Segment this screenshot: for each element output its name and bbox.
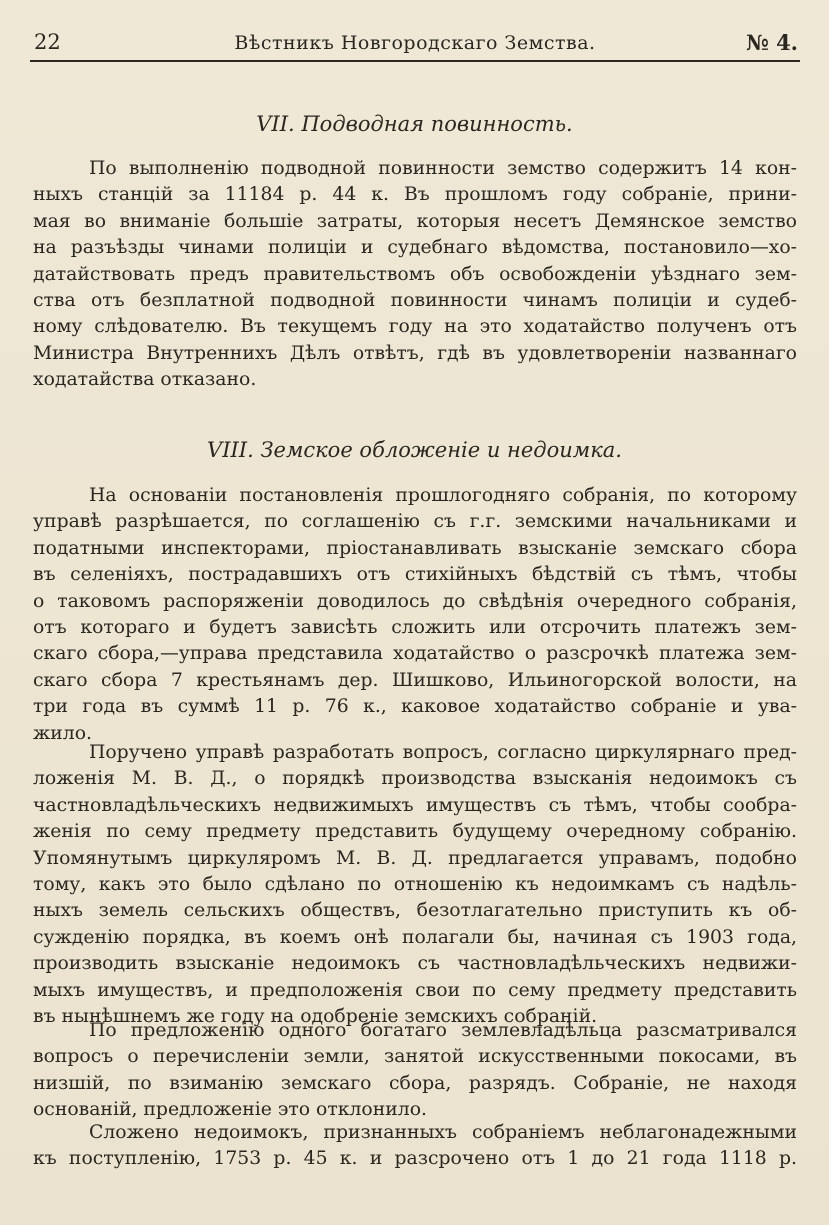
- text-line: ходатайства отказано.: [33, 369, 257, 391]
- text-line: податными инспекторами, пріостанавливать взысканіе земскаго сбора: [33, 537, 797, 559]
- text-line: датайствовать предъ правительствомъ объ освобожденіи уѣзднаго зем-: [33, 263, 797, 285]
- text-line: въ селеніяхъ, пострадавшихъ отъ стихійныхъ бѣдствій съ тѣмъ, чтобы: [33, 564, 797, 586]
- text-line: производить взысканіе недоимокъ съ частновладѣльческихъ недвижи-: [33, 953, 797, 975]
- text-line: сужденію порядка, въ коемъ онѣ полагали бы, начиная съ 1903 года,: [33, 926, 797, 948]
- text-line: ства отъ безплатной подводной повинности чинамъ полиціи и судеб-: [33, 289, 797, 311]
- section-heading-vii: VII. Подводная повинность.: [256, 112, 573, 136]
- text-line: отъ котораго и будетъ зависѣть сложить или отсрочить платежъ зем-: [33, 616, 797, 638]
- text-line: низшій, по взиманію земскаго сбора, разрядъ. Собраніе, не находя: [33, 1072, 797, 1094]
- text-line: три года въ суммѣ 11 р. 76 к., каковое ходатайство собраніе и ува-: [33, 696, 797, 718]
- text-line: скаго сбора,—управа представила ходатайство о разсрочкѣ платежа зем-: [33, 643, 797, 665]
- text-line: ныхъ земель сельскихъ обществъ, безотлагательно приступить къ об-: [33, 900, 797, 922]
- text-line: на разъѣзды чинами полиціи и судебнаго вѣдомства, постановило—хо-: [33, 237, 797, 259]
- text-line: тому, какъ это было сдѣлано по отношенію къ недоимкамъ съ надѣль-: [33, 873, 797, 895]
- text-line: На основаніи постановленія прошлогодняго собранія, по которому: [89, 485, 797, 506]
- paragraph-road-duty: [33, 156, 797, 394]
- text-line: мыхъ имуществъ, и предположенія свои по сему предмету представить: [33, 979, 797, 1001]
- text-line: Поручено управѣ разработать вопросъ, согласно циркулярнаго пред-: [89, 742, 797, 763]
- section-heading-viii: VIII. Земское обложеніе и недоимка.: [207, 438, 622, 462]
- text-line: Министра Внутреннихъ Дѣлъ отвѣтъ, гдѣ въ удовлетвореніи названнаго: [33, 342, 797, 364]
- text-line: Сложено недоимокъ, признанныхъ собраніемъ неблагонадежными: [89, 1122, 797, 1143]
- text-line: жило.: [33, 722, 93, 744]
- text-line: Упомянутымъ циркуляромъ М. В. Д. предлагается управамъ, подобно: [33, 847, 797, 869]
- text-line: ложенія М. В. Д., о порядкѣ производства взысканія недоимокъ съ: [33, 768, 797, 790]
- issue-number: № 4.: [745, 30, 798, 55]
- text-line: женія по сему предмету представить будущему очередному собранію.: [33, 821, 797, 843]
- text-line: управѣ разрѣшается, по соглашенію съ г.г. земскими начальниками и: [33, 511, 797, 533]
- journal-title: Вѣстникъ Новгородскаго Земства.: [234, 32, 596, 54]
- paragraph-land-category: [33, 1018, 797, 1124]
- header-rule: [30, 60, 800, 62]
- text-line: къ поступленію, 1753 р. 45 к. и разсрочено отъ 1 до 21 года 1118 р.: [33, 1148, 797, 1170]
- paragraph-zemstvo-levy: [33, 483, 797, 747]
- text-line: мая во вниманіе большіе затраты, которыя несетъ Демянское земство: [33, 210, 797, 232]
- text-line: По выполненію подводной повинности земство содержитъ 14 кон-: [89, 158, 797, 179]
- text-line: ныхъ станцій за 11184 р. 44 к. Въ прошломъ году собраніе, прини-: [33, 184, 797, 206]
- paragraph-arrears-collection: [33, 740, 797, 1030]
- text-line: скаго сбора 7 крестьянамъ дер. Шишково, Ильиногорской волости, на: [33, 669, 797, 691]
- paragraph-arrears-writeoff: [33, 1120, 797, 1173]
- page-number: 22: [34, 30, 61, 54]
- text-line: о таковомъ распоряженіи доводилось до свѣдѣнія очередного собранія,: [33, 590, 797, 612]
- text-line: въ нынѣшнемъ же году на одобреніе земскихъ собраній.: [33, 1005, 598, 1027]
- text-line: частновладѣльческихъ недвижимыхъ имуществъ съ тѣмъ, чтобы сообра-: [33, 794, 797, 816]
- text-line: вопросъ о перечисленіи земли, занятой искусственными покосами, въ: [33, 1046, 797, 1068]
- text-line: основаній, предложеніе это отклонило.: [33, 1099, 427, 1121]
- page-header: [30, 30, 800, 60]
- text-line: ному слѣдователю. Въ текущемъ году на это ходатайство полученъ отъ: [33, 316, 797, 338]
- text-line: По предложенію одного богатаго землевладѣльца разсматривался: [89, 1020, 797, 1041]
